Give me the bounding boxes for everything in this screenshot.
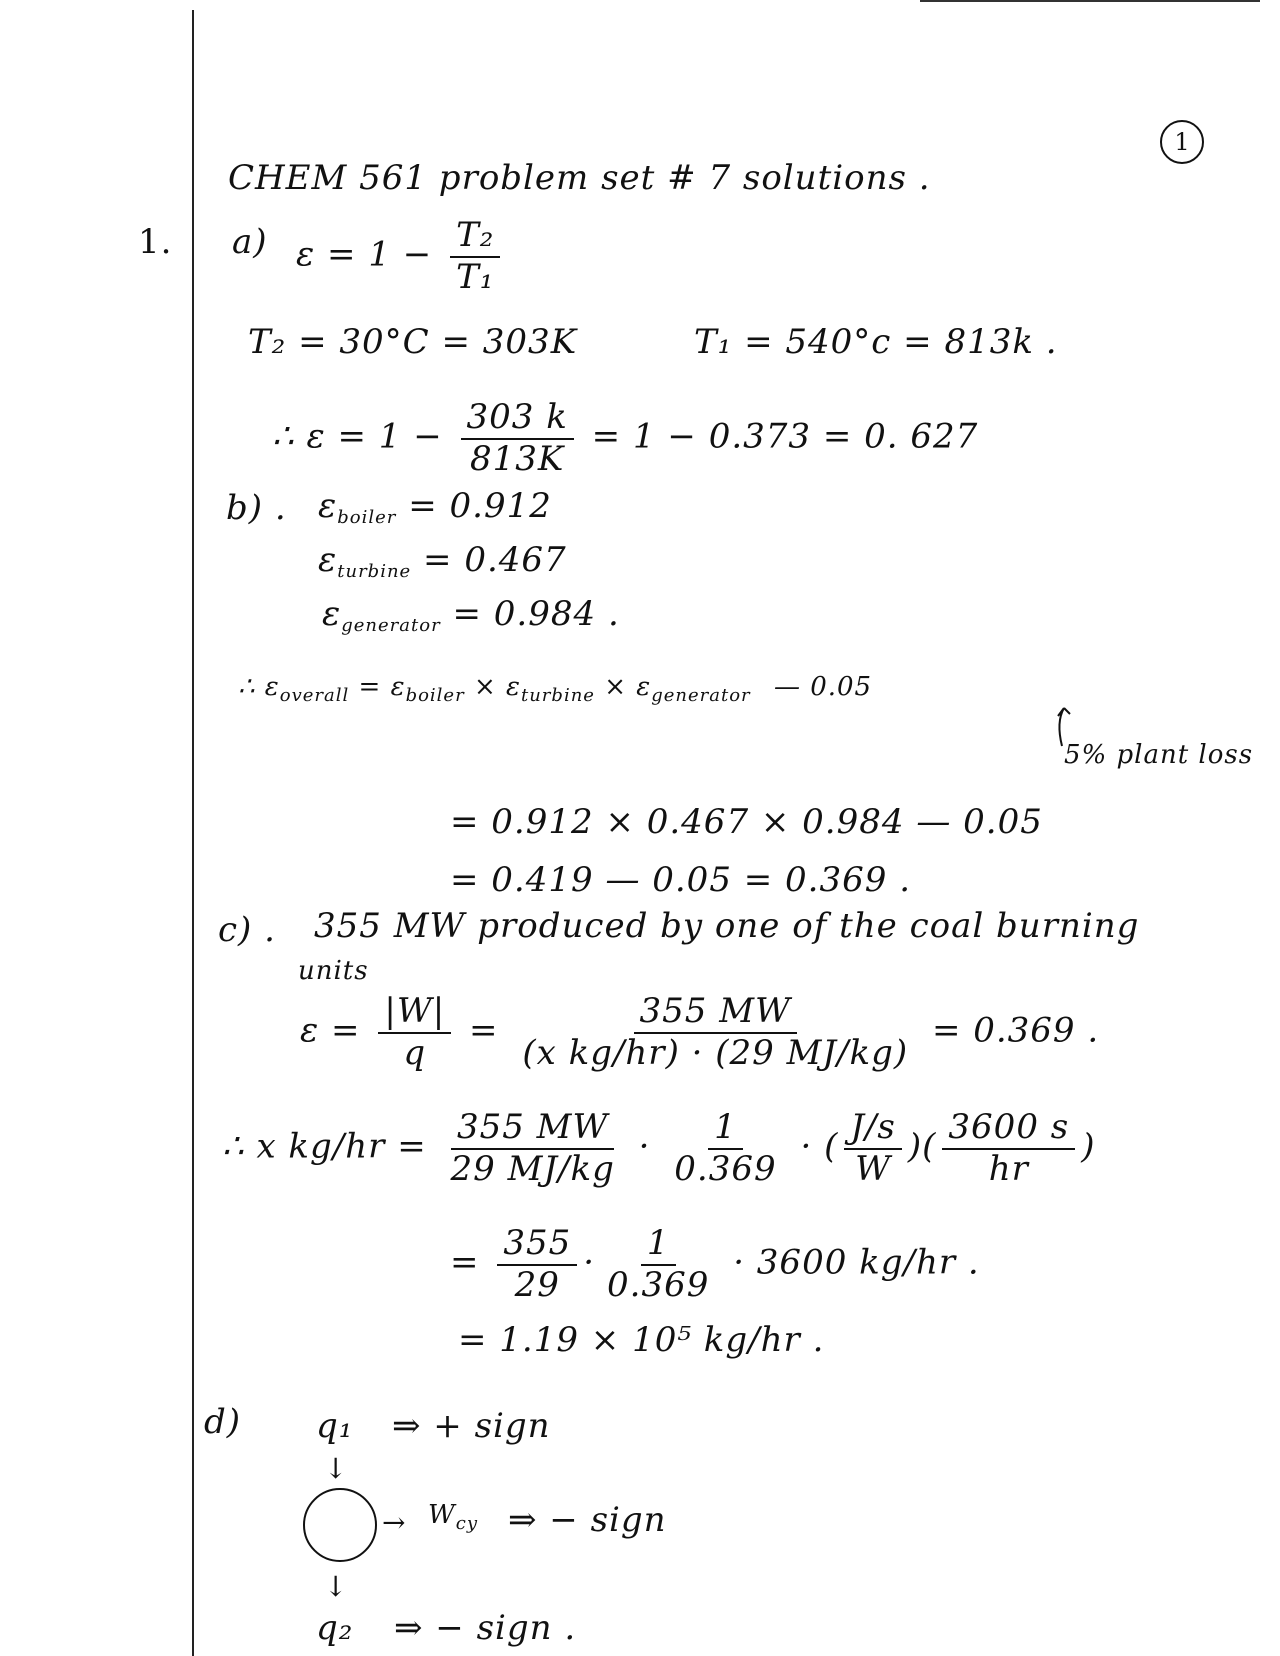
plant-loss-note: 5% plant loss xyxy=(1064,740,1254,770)
part-c-eq1-den2: (x kg/hr) · (29 MJ/kg) xyxy=(522,1032,909,1073)
part-c-label: c) . xyxy=(218,910,276,950)
part-c-eq1-fraction1 xyxy=(378,991,451,1073)
part-d-label: d) xyxy=(204,1402,242,1442)
part-c-eq2-fraction1 xyxy=(445,1107,621,1189)
part-b-generator xyxy=(322,594,620,636)
part-a-eq2-den: 813K xyxy=(470,438,565,479)
part-b-line2: = 0.912 × 0.467 × 0.984 — 0.05 xyxy=(450,802,1043,842)
part-c-eq2-fraction2 xyxy=(668,1107,782,1189)
overall-turbine-subscript: turbine xyxy=(520,685,595,706)
arrow-right-icon: → xyxy=(382,1506,406,1539)
part-a-label: a) xyxy=(232,222,268,262)
overall-subscript: overall xyxy=(279,685,350,706)
part-c-statement-line2: units xyxy=(298,956,369,986)
generator-value: = 0.984 . xyxy=(452,594,620,634)
part-c-eq3-num2: 1 xyxy=(641,1226,676,1266)
part-c-eq1-mid: = xyxy=(469,1010,499,1051)
part-c-eq1-den1: q xyxy=(403,1032,427,1073)
part-c-eq2-num4: 3600 s xyxy=(942,1110,1075,1150)
overall-equals: = ε xyxy=(358,672,406,702)
part-c-eq3-fraction2 xyxy=(601,1223,715,1305)
arrow-down-icon: ↓ xyxy=(324,1570,348,1603)
part-c-eq2-den3: W xyxy=(855,1148,892,1189)
part-a-eq2-fraction xyxy=(461,397,574,479)
turbine-subscript: turbine xyxy=(337,561,412,582)
q1-label: q₁ xyxy=(316,1406,354,1446)
epsilon-symbol: ε xyxy=(318,486,338,526)
part-a-eq2-rhs: = 1 − 0.373 = 0. 627 xyxy=(591,416,979,457)
part-c-eq1-fraction2 xyxy=(516,991,914,1073)
work-symbol: W xyxy=(428,1500,456,1530)
problem-number: 1. xyxy=(138,222,173,262)
part-c-eq3-den1: 29 xyxy=(514,1264,560,1305)
part-c-eq2-fraction3 xyxy=(844,1107,902,1189)
arrow-down-icon: ↓ xyxy=(324,1452,348,1485)
part-c-eq2-num3: J/s xyxy=(844,1110,902,1150)
part-a-temps-left: T₂ = 30°C = 303K xyxy=(248,322,578,362)
overall-boiler-subscript: boiler xyxy=(405,685,465,706)
part-c-eq2-dot1: · xyxy=(638,1126,651,1167)
part-c-statement-line1: 355 MW produced by one of the coal burning xyxy=(314,906,1140,946)
work-label xyxy=(428,1500,478,1534)
part-a-eq2-lhs: ∴ ε = 1 − xyxy=(272,416,443,457)
part-c-eq3-fraction1 xyxy=(497,1223,577,1305)
part-c-eq3-den2: 0.369 xyxy=(607,1264,710,1305)
work-sign: ⇒ − sign xyxy=(508,1500,667,1540)
part-c-eq2-num2: 1 xyxy=(708,1110,743,1150)
part-c-eq3-rhs: · 3600 kg/hr . xyxy=(733,1242,980,1283)
part-a-eq2-num: 303 k xyxy=(461,400,574,440)
part-c-eq1-num2: 355 MW xyxy=(634,994,797,1034)
part-c-eq1-lhs: ε = xyxy=(300,1010,361,1051)
part-c-eq4: = 1.19 × 10⁵ kg/hr . xyxy=(458,1320,825,1360)
part-a-eq1-lhs: ε = 1 − xyxy=(296,234,433,275)
boiler-subscript: boiler xyxy=(337,507,397,528)
work-subscript: cy xyxy=(455,1513,478,1534)
part-c-eq1-num1: |W| xyxy=(378,994,451,1034)
times-turbine: × ε xyxy=(473,672,521,702)
part-a-eq1 xyxy=(296,215,506,297)
part-b-label: b) . xyxy=(226,488,287,528)
part-b-line3: = 0.419 — 0.05 = 0.369 . xyxy=(450,860,912,900)
part-c-eq3-num1: 355 xyxy=(497,1226,577,1266)
part-a-eq2 xyxy=(272,397,979,479)
part-b-turbine xyxy=(318,540,567,582)
epsilon-symbol: ε xyxy=(318,540,338,580)
part-c-eq1-rhs: = 0.369 . xyxy=(931,1010,1100,1051)
part-a-temps-right: T₁ = 540°c = 813k . xyxy=(694,322,1058,362)
part-b-overall xyxy=(238,672,872,706)
part-c-eq2-den1: 29 MJ/kg xyxy=(450,1148,615,1189)
times-generator: × ε xyxy=(604,672,652,702)
part-a-eq1-num: T₂ xyxy=(450,218,500,258)
part-a-eq1-fraction xyxy=(450,215,500,297)
epsilon-symbol: ε xyxy=(322,594,342,634)
margin-line xyxy=(192,10,194,1656)
part-c-eq3: = $\frac{355}{29}$ · $\frac{1}{0.369}$ · 3600 kg/hr . xyxy=(450,1223,980,1305)
part-c-eq2-lhs: ∴ x kg/hr = xyxy=(222,1126,427,1167)
minus-loss: — 0.05 xyxy=(773,672,873,702)
part-c-eq2-fraction4 xyxy=(942,1107,1075,1189)
boiler-value: = 0.912 xyxy=(408,486,552,526)
part-c-eq2-den2: 0.369 xyxy=(674,1148,777,1189)
part-a-eq1-den: T₁ xyxy=(456,256,495,297)
q1-sign: ⇒ + sign xyxy=(392,1406,551,1446)
part-c-eq2: ∴ x kg/hr = $\frac{355 MW}{29 MJ/kg}$ · $\frac{1}{0.369}$ · ( $\frac{J/s}{W}$ )( $\frac{3600 s}{hr}$ ) xyxy=(222,1107,1096,1189)
page-title: CHEM 561 problem set # 7 solutions . xyxy=(228,158,931,198)
part-c-eq2-den4: hr xyxy=(988,1148,1029,1189)
part-b-boiler xyxy=(318,486,552,528)
turbine-value: = 0.467 xyxy=(423,540,567,580)
overall-lhs: ∴ ε xyxy=(238,672,280,702)
part-c-eq1 xyxy=(300,991,1100,1073)
top-edge-line xyxy=(920,0,1260,2)
q2-label: q₂ xyxy=(316,1608,354,1648)
page-number: 1 xyxy=(1160,120,1204,164)
heat-engine-circle xyxy=(303,1488,377,1562)
part-c-eq3-lhs: = xyxy=(450,1242,480,1283)
q2-sign: ⇒ − sign . xyxy=(394,1608,577,1648)
part-c-eq2-num1: 355 MW xyxy=(451,1110,614,1150)
generator-subscript: generator xyxy=(341,615,441,636)
part-c-eq2-dot2: · xyxy=(800,1126,813,1167)
overall-generator-subscript: generator xyxy=(651,685,751,706)
